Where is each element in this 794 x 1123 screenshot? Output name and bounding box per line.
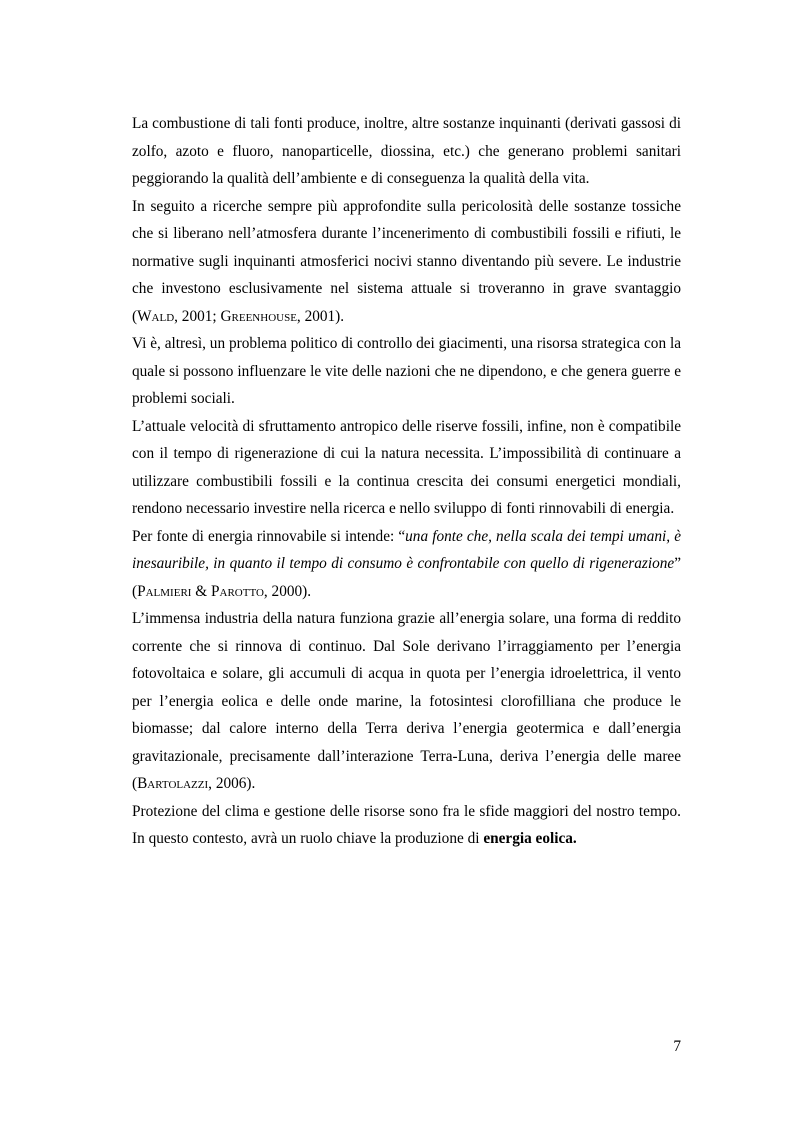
body-text (132, 110, 681, 853)
citation-author: Greenhouse (220, 307, 297, 325)
paragraph-combustion: La combustione di tali fonti produce, inoltre, altre sostanze inquinanti (derivati gassosi di zolfo, azoto e fluoro, nanoparticelle, diossina, etc.) che generano problemi sanitari peggiorando la qualità dell’ambiente e di conseguenza la qualità della vita. (132, 115, 681, 187)
paragraph-regulations: In seguito a ricerche sempre più approfondite sulla pericolosità delle sostanze tossiche che si liberano nell’atmosfera durante l’incenerimento di combustibili fossili e rifiuti, le normative sugli inquinanti atmosferici nocivi stanno diventando più severe. Le industrie che investono esclusivamente nel sistema attuale si troveranno in grave svantaggio (Wald, 2001; Greenhouse, 2001). (132, 197, 681, 325)
paragraph-solar-energy: L’immensa industria della natura funziona grazie all’energia solare, una forma di reddito corrente che si rinnova di continuo. Dal Sole derivano l’irraggiamento per l’energia fotovoltaica e solare, gli accumuli di acqua in quota per l’energia idroelettrica, il vento per l’energia eolica e delle onde marine, la fotosintesi clorofilliana che produce le biomasse; dal calore interno della Terra deriva l’energia geotermica e dall’energia gravitazionale, precisamente dall’interazione Terra-Luna, deriva l’energia delle maree (Bartolazzi, 2006). (132, 610, 681, 792)
page-number: 7 (673, 1038, 681, 1055)
paragraph-wind-energy: Protezione del clima e gestione delle risorse sono fra le sfide maggiori del nostro tempo. In questo contesto, avrà un ruolo chiave la produzione di energia eolica. (132, 802, 681, 847)
citation-author: Palmieri & Parotto (137, 582, 264, 600)
paragraph-exploitation: L’attuale velocità di sfruttamento antropico delle riserve fossili, infine, non è compatibile con il tempo di rigenerazione di cui la natura necessita. L’impossibilità di continuare a utilizzare combustibili fossili e la continua crescita dei consumi energetici mondiali, rendono necessario investire nella ricerca e nello sviluppo di fonti rinnovabili di energia. (132, 417, 681, 517)
definition-quote: una fonte che, nella scala dei tempi umani, è inesauribile, in quanto il tempo di consumo è confrontabile con quello di rigenerazione (132, 527, 681, 572)
citation-author: Bartolazzi (137, 775, 209, 792)
citation-author: Wald (137, 307, 175, 325)
wind-energy-highlight: energia eolica. (483, 830, 577, 847)
paragraph-definition: Per fonte di energia rinnovabile si intende: “una fonte che, nella scala dei tempi umani, è inesauribile, in quanto il tempo di consumo è confrontabile con quello di rigenerazione” (Palmieri & Parotto, 2000). (132, 527, 681, 600)
paragraph-politics: Vi è, altresì, un problema politico di controllo dei giacimenti, una risorsa strategica con la quale si possono influenzare le vite delle nazioni che ne dipendono, e che genera guerre e problemi sociali. (132, 335, 681, 407)
